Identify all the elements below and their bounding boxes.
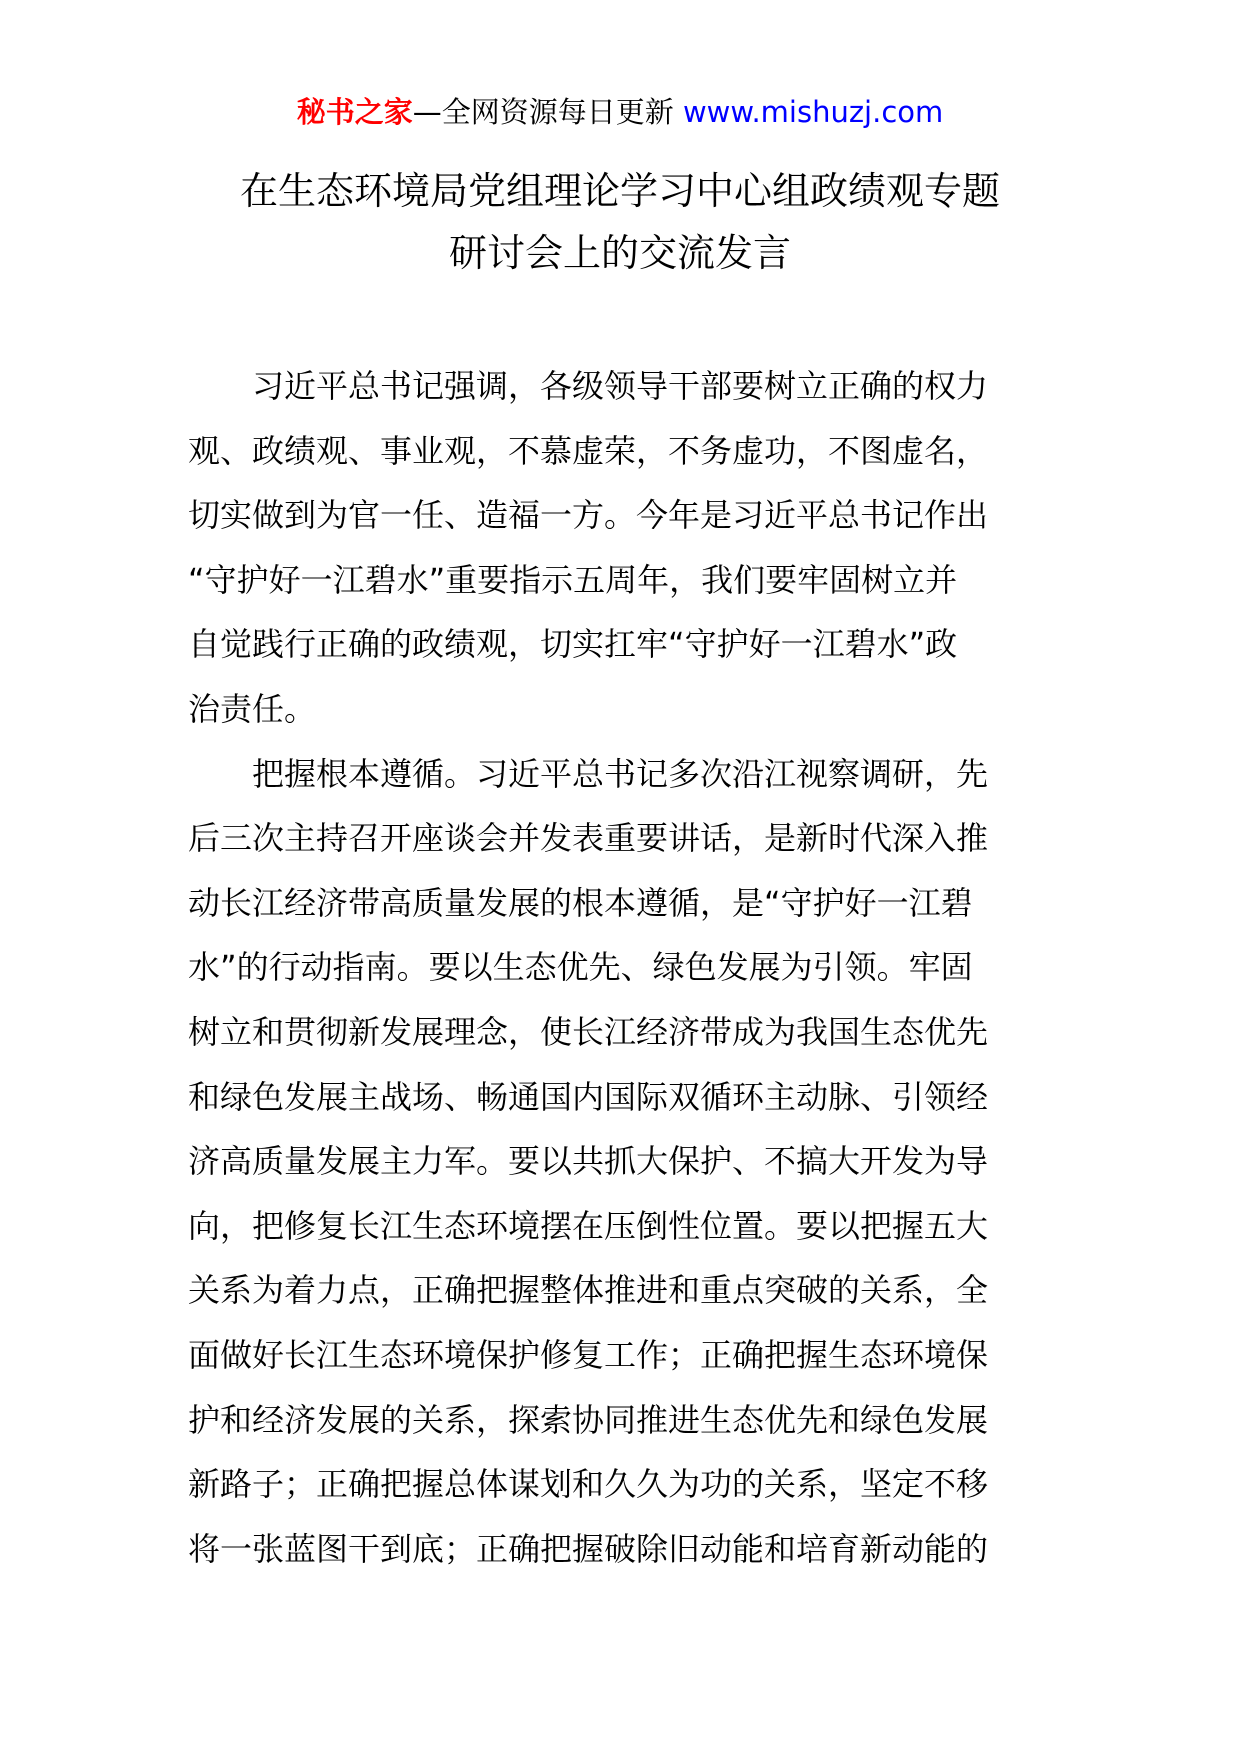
- document-title: [150, 160, 1090, 284]
- body-line: 树立和贯彻新发展理念，使长江经济带成为我国生态优先: [188, 1012, 989, 1051]
- body-line: 面做好长江生态环境保护修复工作；正确把握生态环境保: [188, 1335, 989, 1374]
- body-line: 水”的行动指南。要以生态优先、绿色发展为引领。牢固: [188, 948, 973, 987]
- header-tagline: —全网资源每日更新: [412, 95, 674, 129]
- body-line: 后三次主持召开座谈会并发表重要讲话，是新时代深入推: [188, 819, 989, 858]
- body-line: 动长江经济带高质量发展的根本遵循，是“守护好一江碧: [188, 883, 973, 922]
- site-url-link[interactable]: www.mishuzj.com: [682, 95, 944, 129]
- body-line: 新路子；正确把握总体谋划和久久为功的关系，坚定不移: [188, 1465, 989, 1504]
- body-line: 济高质量发展主力军。要以共抓大保护、不搞大开发为导: [188, 1142, 989, 1181]
- brand-name: 秘书之家: [296, 95, 413, 129]
- body-line: 习近平总书记强调，各级领导干部要树立正确的权力: [188, 367, 989, 405]
- title-line: 在生态环境局党组理论学习中心组政绩观专题: [239, 169, 1000, 213]
- body-line: 向，把修复长江生态环境摆在压倒性位置。要以把握五大: [188, 1206, 989, 1245]
- title-line: 研讨会上的交流发言: [448, 231, 791, 275]
- body-line: 把握根本遵循。习近平总书记多次沿江视察调研，先: [188, 754, 989, 793]
- body-line: 治责任。: [188, 689, 317, 728]
- body-line: 自觉践行正确的政绩观，切实扛牢“守护好一江碧水”政: [188, 625, 958, 664]
- site-header: [0, 92, 1240, 132]
- body-line: 观、政绩观、事业观，不慕虚荣，不务虚功，不图虚名，: [188, 431, 989, 470]
- body-line: 和绿色发展主战场、畅通国内国际双循环主动脉、引领经: [188, 1077, 989, 1116]
- body-line: 将一张蓝图干到底；正确把握破除旧动能和培育新动能的: [188, 1529, 989, 1568]
- body-line: 护和经济发展的关系，探索协同推进生态优先和绿色发展: [188, 1400, 989, 1439]
- document-body: [188, 354, 1054, 1581]
- body-line: “守护好一江碧水”重要指示五周年，我们要牢固树立并: [188, 560, 958, 599]
- body-line: 关系为着力点，正确把握整体推进和重点突破的关系，全: [188, 1271, 989, 1310]
- body-line: 切实做到为官一任、造福一方。今年是习近平总书记作出: [188, 496, 989, 535]
